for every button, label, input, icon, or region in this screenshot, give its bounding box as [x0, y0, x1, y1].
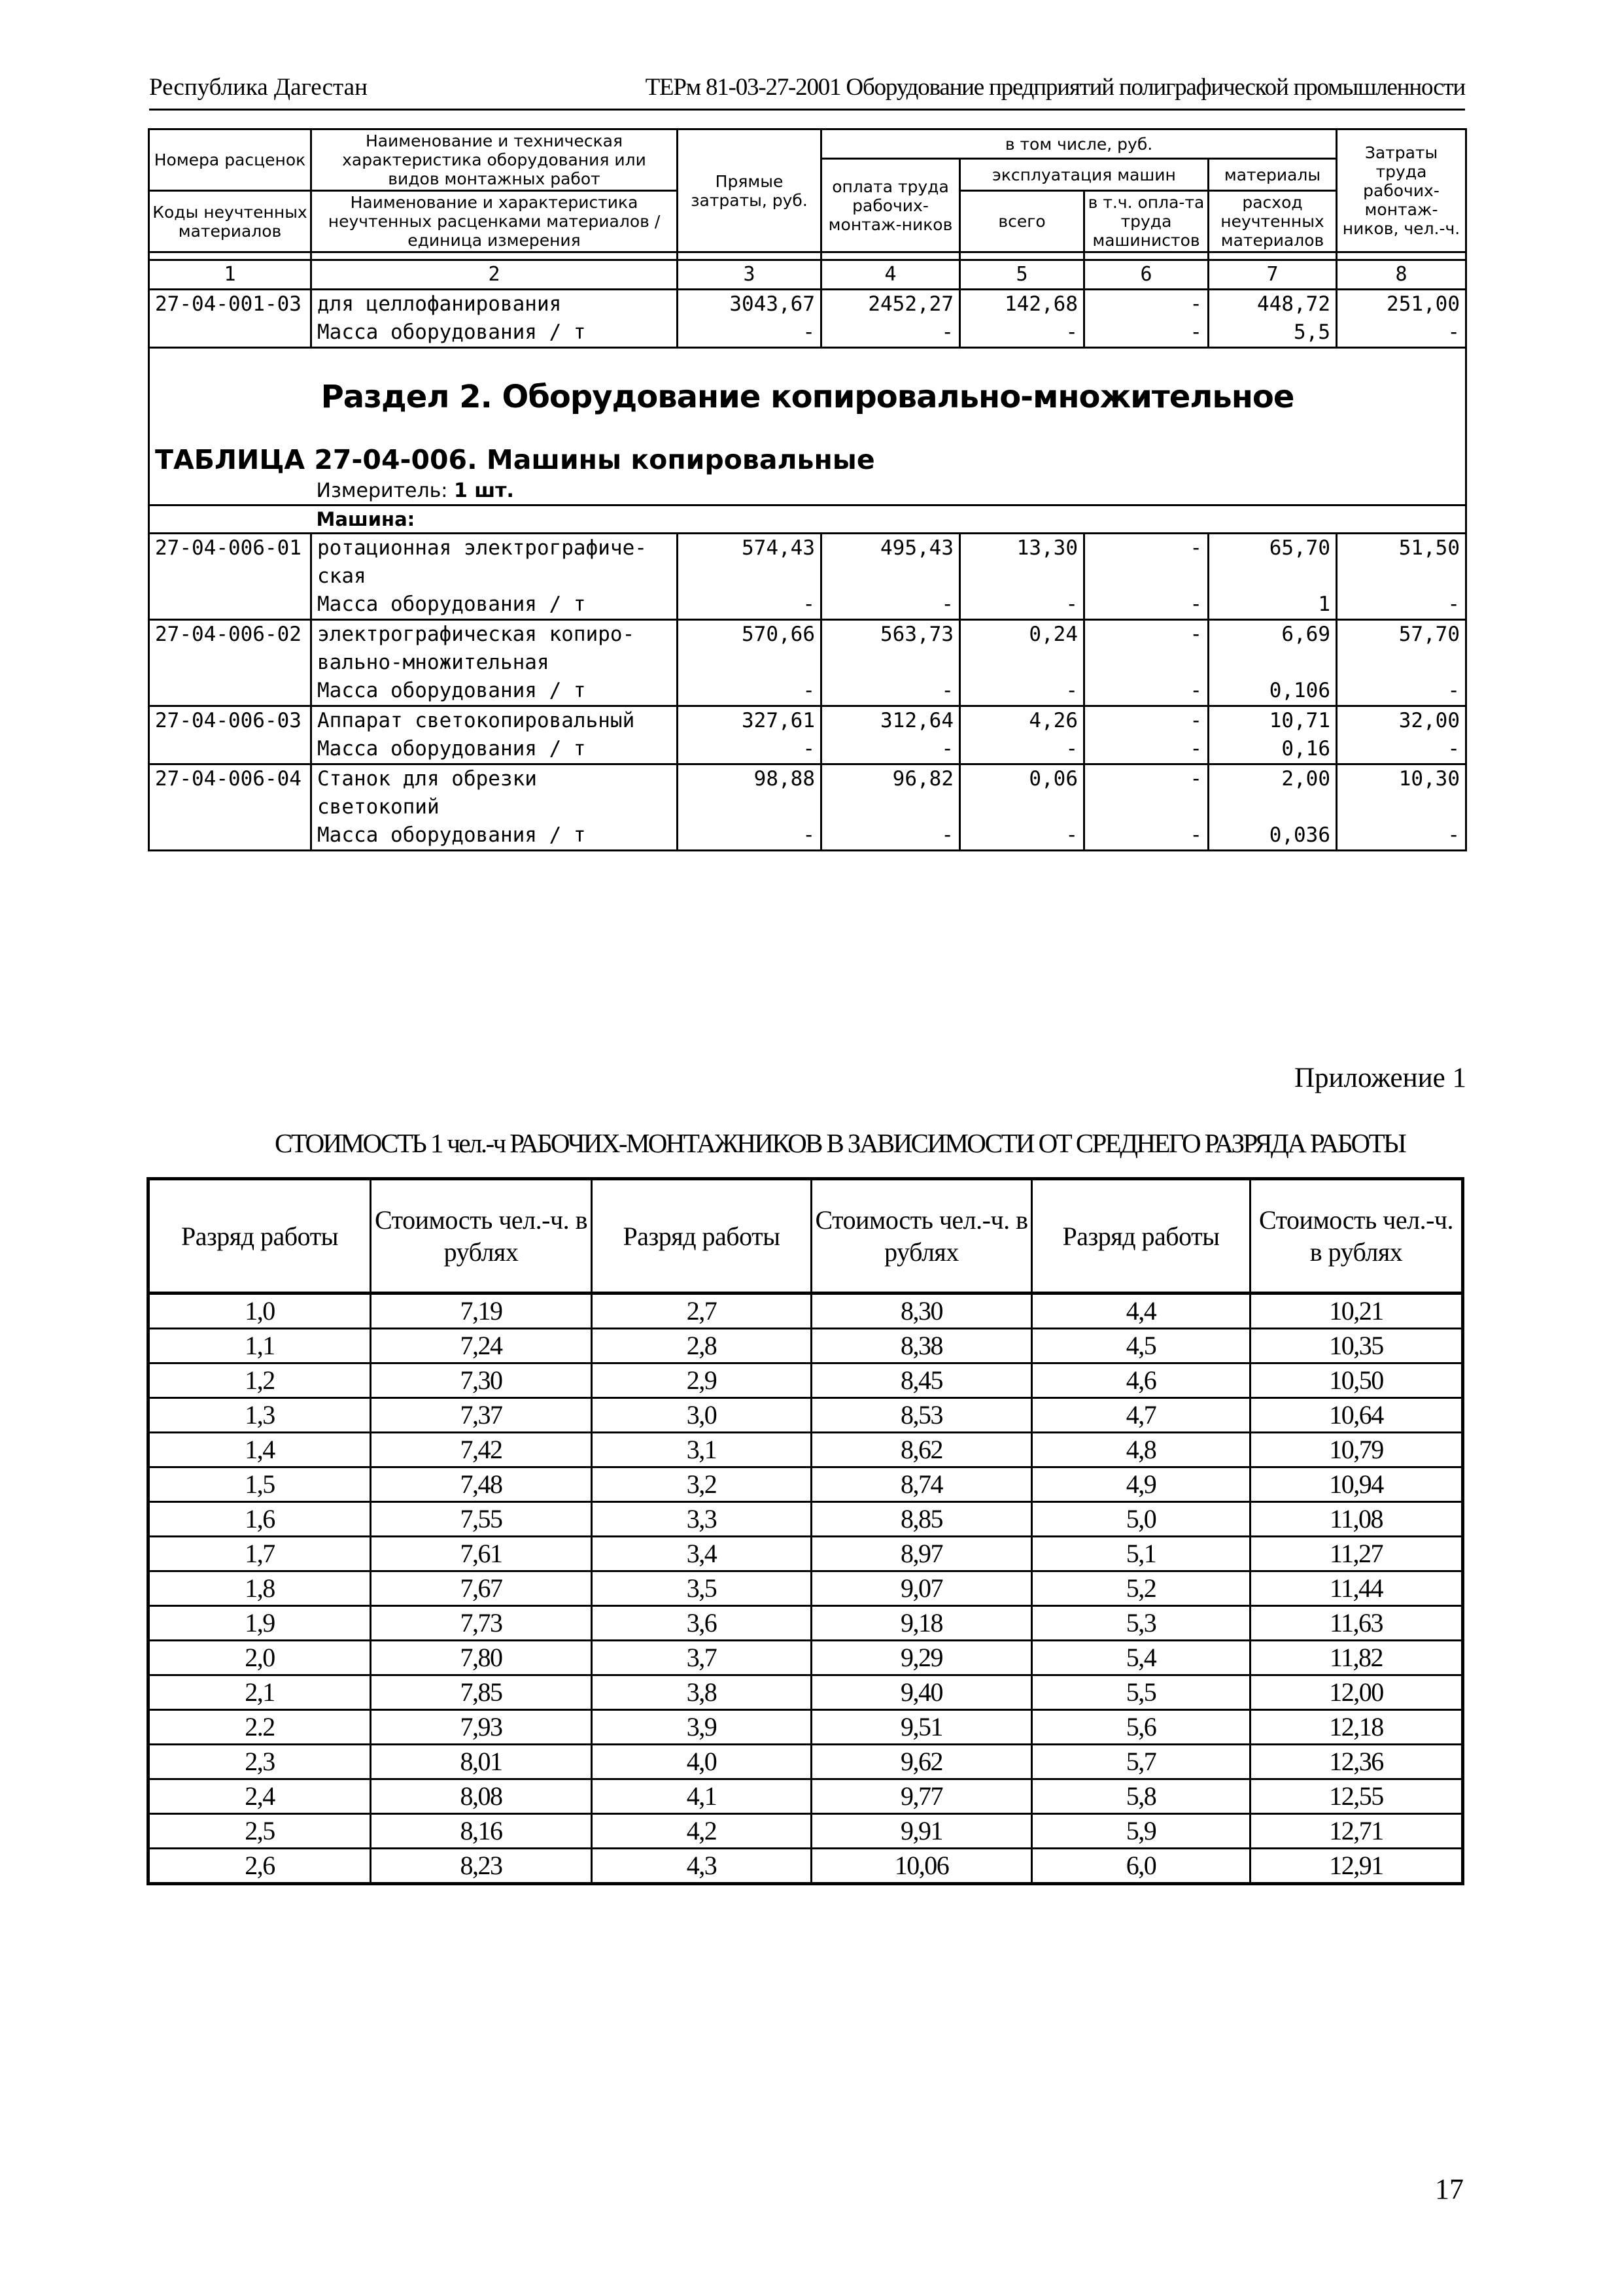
materials-value: 0,16 — [1209, 735, 1337, 764]
machinists-wages: - — [1084, 318, 1209, 348]
cost-cell: 9,62 — [812, 1745, 1032, 1779]
direct-cost: 98,88 — [678, 764, 821, 822]
page-header — [149, 73, 1465, 107]
col-head-materials: материалы — [1209, 159, 1337, 191]
grade-cell: 1,9 — [148, 1606, 371, 1641]
machines-cost: - — [960, 677, 1084, 706]
grade-cell: 4,7 — [1032, 1398, 1251, 1433]
col-number: 1 — [149, 260, 311, 290]
grade-cell: 5,6 — [1032, 1710, 1251, 1745]
cost-cell: 11,27 — [1251, 1537, 1463, 1571]
table-row — [149, 764, 1466, 822]
cost-row — [148, 1849, 1463, 1884]
grade-header: Разряд работы — [148, 1179, 371, 1294]
col-head-wages: оплата труда рабочих-монтаж-ников — [821, 159, 960, 252]
labor-hours: - — [1337, 591, 1466, 620]
cost-cell: 10,94 — [1251, 1467, 1463, 1502]
grade-cell: 3,8 — [592, 1675, 812, 1710]
wages-cost: 312,64 — [821, 706, 960, 736]
labor-hours: 51,50 — [1337, 534, 1466, 591]
grade-cell: 5,7 — [1032, 1745, 1251, 1779]
cost-row — [148, 1745, 1463, 1779]
cost-row — [148, 1294, 1463, 1329]
cost-row — [148, 1675, 1463, 1710]
rate-groups — [149, 534, 1466, 851]
materials-value: 65,70 — [1209, 534, 1337, 591]
col-head-machines: эксплуатация машин — [960, 159, 1209, 191]
machines-cost: 0,06 — [960, 764, 1084, 822]
header-region: Республика Дагестан — [149, 74, 368, 101]
rate-code — [149, 318, 311, 348]
labor-hours: - — [1337, 677, 1466, 706]
grade-cell: 4,1 — [592, 1779, 812, 1814]
col-head-codes-top: Номера расценок — [149, 129, 311, 191]
machines-cost: - — [960, 318, 1084, 348]
cost-cell: 9,07 — [812, 1571, 1032, 1606]
cost-cell: 7,42 — [371, 1433, 592, 1467]
machines-cost: - — [960, 591, 1084, 620]
labor-hours: 32,00 — [1337, 706, 1466, 736]
rate-code — [149, 677, 311, 706]
grade-cell: 2,3 — [148, 1745, 371, 1779]
table-row — [149, 677, 1466, 706]
rate-name: Масса оборудования / т — [311, 591, 678, 620]
direct-cost: - — [678, 735, 821, 764]
direct-cost: - — [678, 821, 821, 851]
cost-cell: 10,79 — [1251, 1433, 1463, 1467]
grade-cell: 3,3 — [592, 1502, 812, 1537]
rate-name: Станок для обрезки светокопий — [311, 764, 678, 822]
rate-name: Масса оборудования / т — [311, 735, 678, 764]
cost-cell: 8,16 — [371, 1814, 592, 1849]
col-number: 7 — [1209, 260, 1337, 290]
labor-hours: - — [1337, 735, 1466, 764]
section-row — [149, 348, 1466, 417]
table-row — [149, 706, 1466, 736]
col-number: 2 — [311, 260, 678, 290]
direct-cost: 574,43 — [678, 534, 821, 591]
wages-cost: 563,73 — [821, 620, 960, 677]
grade-cell: 6,0 — [1032, 1849, 1251, 1884]
grade-cell: 5,4 — [1032, 1641, 1251, 1675]
rate-code — [149, 821, 311, 851]
machinists-wages: - — [1084, 706, 1209, 736]
cost-cell: 8,23 — [371, 1849, 592, 1884]
grade-cell: 2,6 — [148, 1849, 371, 1884]
cost-row — [148, 1502, 1463, 1537]
grade-cell: 3,9 — [592, 1710, 812, 1745]
rate-name: Масса оборудования / т — [311, 677, 678, 706]
grade-cell: 1,2 — [148, 1363, 371, 1398]
cost-cell: 10,06 — [812, 1849, 1032, 1884]
cost-cell: 7,93 — [371, 1710, 592, 1745]
cost-cell: 11,82 — [1251, 1641, 1463, 1675]
cost-cell: 8,45 — [812, 1363, 1032, 1398]
grade-header: Разряд работы — [1032, 1179, 1251, 1294]
wages-cost: 495,43 — [821, 534, 960, 591]
grade-cell: 4,8 — [1032, 1433, 1251, 1467]
cost-row — [148, 1363, 1463, 1398]
cost-cell: 12,55 — [1251, 1779, 1463, 1814]
meter — [311, 478, 1466, 505]
machinists-wages: - — [1084, 534, 1209, 591]
cost-cell: 12,00 — [1251, 1675, 1463, 1710]
table-title: ТАБЛИЦА 27-04-006. Машины копировальные — [149, 417, 1466, 478]
table-row — [149, 821, 1466, 851]
col-number: 4 — [821, 260, 960, 290]
grade-cell: 5,2 — [1032, 1571, 1251, 1606]
col-head-machines-total: всего — [960, 191, 1084, 252]
col-head-labor: Затраты труда рабочих-монтаж-ников, чел.-ч. — [1337, 129, 1466, 252]
direct-cost: 3043,67 — [678, 290, 821, 319]
grade-cell: 4,6 — [1032, 1363, 1251, 1398]
grade-cell: 4,3 — [592, 1849, 812, 1884]
grade-cell: 5,9 — [1032, 1814, 1251, 1849]
rate-name: Масса оборудования / т — [311, 318, 678, 348]
labor-hours: 57,70 — [1337, 620, 1466, 677]
cost-row — [148, 1779, 1463, 1814]
cost-cell: 12,18 — [1251, 1710, 1463, 1745]
cost-cell: 8,53 — [812, 1398, 1032, 1433]
rate-code — [149, 591, 311, 620]
rate-code — [149, 735, 311, 764]
col-number: 5 — [960, 260, 1084, 290]
rate-name: Масса оборудования / т — [311, 821, 678, 851]
grade-cell: 3,2 — [592, 1467, 812, 1502]
wages-cost: - — [821, 677, 960, 706]
machines-cost: 142,68 — [960, 290, 1084, 319]
cost-cell: 9,29 — [812, 1641, 1032, 1675]
grade-cell: 2.2 — [148, 1710, 371, 1745]
grade-cell: 2,8 — [592, 1329, 812, 1363]
grade-cell: 3,7 — [592, 1641, 812, 1675]
table-row — [149, 534, 1466, 591]
machines-cost: - — [960, 821, 1084, 851]
grade-cell: 5,3 — [1032, 1606, 1251, 1641]
wages-cost: - — [821, 821, 960, 851]
materials-value: 0,036 — [1209, 821, 1337, 851]
table-row — [149, 290, 1466, 319]
materials-value: 1 — [1209, 591, 1337, 620]
cost-header: Стоимость чел.-ч. в рублях — [812, 1179, 1032, 1294]
col-head-name-bottom: Наименование и характеристика неучтенных расценками материалов / единица измерения — [311, 191, 678, 252]
header-divider — [149, 109, 1465, 111]
cost-row — [148, 1641, 1463, 1675]
cost-row — [148, 1433, 1463, 1467]
cost-row — [148, 1571, 1463, 1606]
labor-hours: 251,00 — [1337, 290, 1466, 319]
rate-code: 27-04-001-03 — [149, 290, 311, 319]
direct-cost: - — [678, 677, 821, 706]
col-number: 8 — [1337, 260, 1466, 290]
machine-label: Машина: — [311, 505, 1466, 534]
grade-cell: 2,5 — [148, 1814, 371, 1849]
grade-cell: 3,1 — [592, 1433, 812, 1467]
cost-cell: 12,71 — [1251, 1814, 1463, 1849]
machinists-wages: - — [1084, 591, 1209, 620]
rate-table — [148, 128, 1467, 851]
cost-header: Стоимость чел.-ч. в рублях — [1251, 1179, 1463, 1294]
cost-cell: 11,44 — [1251, 1571, 1463, 1606]
cost-cell: 8,97 — [812, 1537, 1032, 1571]
rate-code: 27-04-006-03 — [149, 706, 311, 736]
grade-cell: 2,4 — [148, 1779, 371, 1814]
cost-row — [148, 1467, 1463, 1502]
cost-cell: 8,01 — [371, 1745, 592, 1779]
header-gap — [149, 252, 1466, 260]
materials-value: 6,69 — [1209, 620, 1337, 677]
cost-row — [148, 1537, 1463, 1571]
direct-cost: 570,66 — [678, 620, 821, 677]
cost-cell: 10,50 — [1251, 1363, 1463, 1398]
direct-cost: - — [678, 591, 821, 620]
grade-cell: 1,0 — [148, 1294, 371, 1329]
cost-row — [148, 1606, 1463, 1641]
cost-cell: 9,91 — [812, 1814, 1032, 1849]
machines-cost: 4,26 — [960, 706, 1084, 736]
cost-row — [148, 1710, 1463, 1745]
rate-name: ротационная электрографиче-ская — [311, 534, 678, 591]
grade-cell: 4,4 — [1032, 1294, 1251, 1329]
table-row — [149, 735, 1466, 764]
wages-cost: - — [821, 318, 960, 348]
col-head-direct: Прямые затраты, руб. — [678, 129, 821, 252]
cost-cell: 12,36 — [1251, 1745, 1463, 1779]
cost-cell: 7,37 — [371, 1398, 592, 1433]
rate-name: Аппарат светокопировальный — [311, 706, 678, 736]
grade-header: Разряд работы — [592, 1179, 812, 1294]
table-row — [149, 318, 1466, 348]
wages-cost: 96,82 — [821, 764, 960, 822]
rate-name: электрографическая копиро-вально-множительная — [311, 620, 678, 677]
cost-cell: 10,21 — [1251, 1294, 1463, 1329]
column-number-row — [149, 260, 1466, 290]
grade-cell: 3,4 — [592, 1537, 812, 1571]
machinists-wages: - — [1084, 620, 1209, 677]
materials-value: 5,5 — [1209, 318, 1337, 348]
page-number: 17 — [1435, 2173, 1464, 2205]
cost-cell: 12,91 — [1251, 1849, 1463, 1884]
machinists-wages: - — [1084, 821, 1209, 851]
labor-hours: - — [1337, 318, 1466, 348]
grade-cell: 1,6 — [148, 1502, 371, 1537]
table-row — [149, 620, 1466, 677]
labor-hours: 10,30 — [1337, 764, 1466, 822]
cost-cell: 7,55 — [371, 1502, 592, 1537]
grade-cell: 1,8 — [148, 1571, 371, 1606]
labor-hours: - — [1337, 821, 1466, 851]
cost-cell: 9,18 — [812, 1606, 1032, 1641]
cost-cell: 8,62 — [812, 1433, 1032, 1467]
cost-cell: 7,30 — [371, 1363, 592, 1398]
appendix-title: СТОИМОСТЬ 1 чел.-ч РАБОЧИХ-МОНТАЖНИКОВ В ЗАВИСИМОСТИ ОТ СРЕДНЕГО РАЗРЯДА РАБОТЫ — [275, 1128, 1406, 1158]
cost-cell: 7,61 — [371, 1537, 592, 1571]
materials-value: 0,106 — [1209, 677, 1337, 706]
rate-code: 27-04-006-04 — [149, 764, 311, 822]
header-document-title: ТЕРм 81-03-27-2001 Оборудование предприятий полиграфической промышленности — [645, 74, 1465, 101]
cost-row — [148, 1398, 1463, 1433]
grade-cell: 2,9 — [592, 1363, 812, 1398]
machines-cost: - — [960, 735, 1084, 764]
grade-cell: 4,2 — [592, 1814, 812, 1849]
section-title: Раздел 2. Оборудование копировально-множительное — [149, 348, 1466, 417]
cost-cell: 8,85 — [812, 1502, 1032, 1537]
cost-cell: 8,30 — [812, 1294, 1032, 1329]
table-title-row — [149, 417, 1466, 478]
materials-value: 10,71 — [1209, 706, 1337, 736]
grade-cell: 4,9 — [1032, 1467, 1251, 1502]
cost-cell: 7,19 — [371, 1294, 592, 1329]
grade-cell: 1,3 — [148, 1398, 371, 1433]
cost-cell: 7,85 — [371, 1675, 592, 1710]
cost-row — [148, 1329, 1463, 1363]
col-head-including: в том числе, руб. — [821, 129, 1337, 159]
machinists-wages: - — [1084, 764, 1209, 822]
meter-row — [149, 478, 1466, 505]
grade-cell: 1,4 — [148, 1433, 371, 1467]
table-row — [149, 591, 1466, 620]
rate-name: для целлофанирования — [311, 290, 678, 319]
grade-cell: 2,7 — [592, 1294, 812, 1329]
cost-cell: 8,74 — [812, 1467, 1032, 1502]
meter-label: Измеритель: — [316, 479, 448, 502]
grade-cell: 5,1 — [1032, 1537, 1251, 1571]
grade-cell: 5,0 — [1032, 1502, 1251, 1537]
grade-cell: 4,5 — [1032, 1329, 1251, 1363]
wages-cost: 2452,27 — [821, 290, 960, 319]
grade-cell: 1,1 — [148, 1329, 371, 1363]
wages-cost: - — [821, 591, 960, 620]
grade-cell: 1,7 — [148, 1537, 371, 1571]
col-head-name-top: Наименование и техническая характеристика оборудования или видов монтажных работ — [311, 129, 678, 191]
appendix-label: Приложение 1 — [1294, 1063, 1466, 1093]
grade-cell: 3,5 — [592, 1571, 812, 1606]
cost-cell: 9,51 — [812, 1710, 1032, 1745]
cost-header: Стоимость чел.-ч. в рублях — [371, 1179, 592, 1294]
cost-cell: 7,24 — [371, 1329, 592, 1363]
cost-cell: 9,77 — [812, 1779, 1032, 1814]
materials-value: 2,00 — [1209, 764, 1337, 822]
wages-cost: - — [821, 735, 960, 764]
materials-value: 448,72 — [1209, 290, 1337, 319]
cost-cell: 8,08 — [371, 1779, 592, 1814]
cost-cell: 7,67 — [371, 1571, 592, 1606]
grade-cell: 1,5 — [148, 1467, 371, 1502]
rate-code: 27-04-006-02 — [149, 620, 311, 677]
machinists-wages: - — [1084, 735, 1209, 764]
cost-cell: 9,40 — [812, 1675, 1032, 1710]
grade-cell: 3,0 — [592, 1398, 812, 1433]
col-head-codes-bottom: Коды неучтенных материалов — [149, 191, 311, 252]
cost-cell: 7,80 — [371, 1641, 592, 1675]
machinists-wages: - — [1084, 290, 1209, 319]
grade-cell: 5,5 — [1032, 1675, 1251, 1710]
cost-cell: 7,73 — [371, 1606, 592, 1641]
direct-cost: 327,61 — [678, 706, 821, 736]
cost-cell: 10,64 — [1251, 1398, 1463, 1433]
cost-table-body — [148, 1294, 1463, 1884]
grade-cell: 5,8 — [1032, 1779, 1251, 1814]
cost-row — [148, 1814, 1463, 1849]
meter-value: 1 шт. — [453, 479, 514, 502]
cost-cell: 11,08 — [1251, 1502, 1463, 1537]
machinists-wages: - — [1084, 677, 1209, 706]
grade-cell: 4,0 — [592, 1745, 812, 1779]
grade-cell: 2,0 — [148, 1641, 371, 1675]
grade-cell: 3,6 — [592, 1606, 812, 1641]
direct-cost: - — [678, 318, 821, 348]
machines-cost: 13,30 — [960, 534, 1084, 591]
cost-table — [147, 1177, 1464, 1885]
cost-cell: 7,48 — [371, 1467, 592, 1502]
machine-row — [149, 505, 1466, 534]
col-number: 3 — [678, 260, 821, 290]
cost-cell: 11,63 — [1251, 1606, 1463, 1641]
cost-cell: 10,35 — [1251, 1329, 1463, 1363]
machines-cost: 0,24 — [960, 620, 1084, 677]
col-head-materials-unaccounted: расход неучтенных материалов — [1209, 191, 1337, 252]
cost-table-header — [148, 1179, 1463, 1294]
header-row-1 — [149, 129, 1466, 159]
col-head-machines-wages: в т.ч. опла-та труда машинистов — [1084, 191, 1209, 252]
grade-cell: 2,1 — [148, 1675, 371, 1710]
rate-code: 27-04-006-01 — [149, 534, 311, 591]
cost-cell: 8,38 — [812, 1329, 1032, 1363]
col-number: 6 — [1084, 260, 1209, 290]
